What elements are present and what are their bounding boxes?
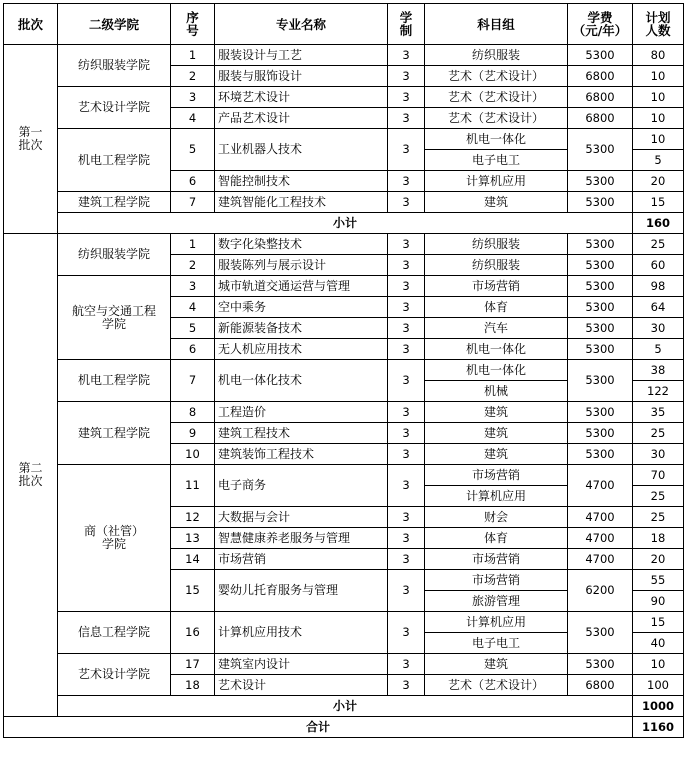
major-years: 3 xyxy=(388,402,425,423)
plan-count: 25 xyxy=(633,234,684,255)
major-name: 工程造价 xyxy=(215,402,388,423)
tuition-fee: 5300 xyxy=(568,45,633,66)
major-no: 10 xyxy=(171,444,215,465)
header-batch: 批次 xyxy=(4,4,58,45)
batch-name: 第一 批次 xyxy=(4,45,58,234)
major-years: 3 xyxy=(388,129,425,171)
plan-count: 38 xyxy=(633,360,684,381)
college-name: 纺织服装学院 xyxy=(58,234,171,276)
college-name: 艺术设计学院 xyxy=(58,654,171,696)
table-row xyxy=(4,276,684,297)
major-no: 6 xyxy=(171,171,215,192)
major-name: 城市轨道交通运营与管理 xyxy=(215,276,388,297)
major-years: 3 xyxy=(388,423,425,444)
plan-count: 80 xyxy=(633,45,684,66)
subject-group: 机电一体化 xyxy=(425,360,568,381)
major-name: 智慧健康养老服务与管理 xyxy=(215,528,388,549)
plan-count: 15 xyxy=(633,612,684,633)
major-no: 18 xyxy=(171,675,215,696)
major-years: 3 xyxy=(388,276,425,297)
plan-count: 64 xyxy=(633,297,684,318)
college-name: 建筑工程学院 xyxy=(58,192,171,213)
major-no: 2 xyxy=(171,66,215,87)
tuition-fee: 5300 xyxy=(568,297,633,318)
subject-group: 纺织服装 xyxy=(425,45,568,66)
major-years: 3 xyxy=(388,465,425,507)
major-no: 13 xyxy=(171,528,215,549)
major-years: 3 xyxy=(388,360,425,402)
major-years: 3 xyxy=(388,192,425,213)
subject-group: 机电一体化 xyxy=(425,339,568,360)
tuition-fee: 5300 xyxy=(568,234,633,255)
major-years: 3 xyxy=(388,66,425,87)
tuition-fee: 5300 xyxy=(568,276,633,297)
college-name: 信息工程学院 xyxy=(58,612,171,654)
batch-name: 第二 批次 xyxy=(4,234,58,717)
major-years: 3 xyxy=(388,654,425,675)
major-name: 建筑工程技术 xyxy=(215,423,388,444)
college-name: 机电工程学院 xyxy=(58,129,171,192)
major-no: 3 xyxy=(171,87,215,108)
table-row xyxy=(4,45,684,66)
subtotal-value: 160 xyxy=(633,213,684,234)
major-no: 8 xyxy=(171,402,215,423)
subject-group: 电子电工 xyxy=(425,633,568,654)
major-no: 1 xyxy=(171,45,215,66)
subject-group: 市场营销 xyxy=(425,570,568,591)
major-no: 14 xyxy=(171,549,215,570)
total-label: 合计 xyxy=(4,717,633,738)
table-row xyxy=(4,234,684,255)
plan-count: 18 xyxy=(633,528,684,549)
plan-count: 30 xyxy=(633,318,684,339)
subject-group: 电子电工 xyxy=(425,150,568,171)
subject-group: 艺术（艺术设计） xyxy=(425,108,568,129)
plan-count: 30 xyxy=(633,444,684,465)
subject-group: 市场营销 xyxy=(425,465,568,486)
major-no: 11 xyxy=(171,465,215,507)
tuition-fee: 4700 xyxy=(568,507,633,528)
major-years: 3 xyxy=(388,318,425,339)
plan-count: 60 xyxy=(633,255,684,276)
major-name: 机电一体化技术 xyxy=(215,360,388,402)
plan-count: 100 xyxy=(633,675,684,696)
subject-group: 体育 xyxy=(425,528,568,549)
major-no: 7 xyxy=(171,360,215,402)
tuition-fee: 5300 xyxy=(568,402,633,423)
admission-plan-table xyxy=(3,3,684,738)
subject-group: 计算机应用 xyxy=(425,171,568,192)
subject-group: 艺术（艺术设计） xyxy=(425,66,568,87)
subject-group: 计算机应用 xyxy=(425,486,568,507)
header-plan: 计划 人数 xyxy=(633,4,684,45)
subject-group: 纺织服装 xyxy=(425,234,568,255)
header-fee: 学费 （元/年） xyxy=(568,4,633,45)
college-name: 商（社管） 学院 xyxy=(58,465,171,612)
subject-group: 体育 xyxy=(425,297,568,318)
tuition-fee: 5300 xyxy=(568,192,633,213)
subject-group: 市场营销 xyxy=(425,276,568,297)
major-name: 数字化染整技术 xyxy=(215,234,388,255)
subject-group: 机械 xyxy=(425,381,568,402)
major-no: 12 xyxy=(171,507,215,528)
plan-count: 5 xyxy=(633,339,684,360)
major-years: 3 xyxy=(388,675,425,696)
major-name: 计算机应用技术 xyxy=(215,612,388,654)
tuition-fee: 5300 xyxy=(568,129,633,171)
college-name: 纺织服装学院 xyxy=(58,45,171,87)
tuition-fee: 6800 xyxy=(568,66,633,87)
header-college: 二级学院 xyxy=(58,4,171,45)
tuition-fee: 5300 xyxy=(568,171,633,192)
subject-group: 艺术（艺术设计） xyxy=(425,675,568,696)
major-name: 市场营销 xyxy=(215,549,388,570)
table-row xyxy=(4,87,684,108)
major-years: 3 xyxy=(388,255,425,276)
subject-group: 建筑 xyxy=(425,192,568,213)
subject-group: 财会 xyxy=(425,507,568,528)
plan-count: 10 xyxy=(633,66,684,87)
plan-count: 20 xyxy=(633,549,684,570)
major-name: 电子商务 xyxy=(215,465,388,507)
tuition-fee: 6800 xyxy=(568,675,633,696)
major-years: 3 xyxy=(388,297,425,318)
tuition-fee: 5300 xyxy=(568,360,633,402)
major-name: 智能控制技术 xyxy=(215,171,388,192)
plan-count: 10 xyxy=(633,108,684,129)
header-row xyxy=(4,4,684,45)
subject-group: 建筑 xyxy=(425,654,568,675)
major-years: 3 xyxy=(388,570,425,612)
plan-count: 90 xyxy=(633,591,684,612)
plan-count: 98 xyxy=(633,276,684,297)
major-no: 5 xyxy=(171,129,215,171)
subject-group: 纺织服装 xyxy=(425,255,568,276)
major-years: 3 xyxy=(388,528,425,549)
header-no: 序 号 xyxy=(171,4,215,45)
subtotal-label: 小计 xyxy=(58,213,633,234)
college-name: 建筑工程学院 xyxy=(58,402,171,465)
plan-count: 5 xyxy=(633,150,684,171)
plan-count: 40 xyxy=(633,633,684,654)
tuition-fee: 4700 xyxy=(568,465,633,507)
major-name: 建筑装饰工程技术 xyxy=(215,444,388,465)
subject-group: 建筑 xyxy=(425,423,568,444)
plan-count: 20 xyxy=(633,171,684,192)
tuition-fee: 5300 xyxy=(568,612,633,654)
major-no: 5 xyxy=(171,318,215,339)
major-name: 建筑智能化工程技术 xyxy=(215,192,388,213)
plan-count: 25 xyxy=(633,423,684,444)
tuition-fee: 5300 xyxy=(568,444,633,465)
major-no: 6 xyxy=(171,339,215,360)
total-value: 1160 xyxy=(633,717,684,738)
table-row xyxy=(4,612,684,633)
subject-group: 旅游管理 xyxy=(425,591,568,612)
major-no: 15 xyxy=(171,570,215,612)
major-no: 1 xyxy=(171,234,215,255)
subtotal-label: 小计 xyxy=(58,696,633,717)
major-name: 无人机应用技术 xyxy=(215,339,388,360)
plan-count: 10 xyxy=(633,129,684,150)
major-name: 产品艺术设计 xyxy=(215,108,388,129)
plan-count: 25 xyxy=(633,507,684,528)
subject-group: 计算机应用 xyxy=(425,612,568,633)
major-years: 3 xyxy=(388,444,425,465)
subject-group: 机电一体化 xyxy=(425,129,568,150)
major-years: 3 xyxy=(388,339,425,360)
subject-group: 艺术（艺术设计） xyxy=(425,87,568,108)
plan-count: 15 xyxy=(633,192,684,213)
tuition-fee: 6200 xyxy=(568,570,633,612)
subject-group: 汽车 xyxy=(425,318,568,339)
major-name: 新能源装备技术 xyxy=(215,318,388,339)
college-name: 航空与交通工程 学院 xyxy=(58,276,171,360)
major-years: 3 xyxy=(388,87,425,108)
major-name: 婴幼儿托育服务与管理 xyxy=(215,570,388,612)
major-no: 4 xyxy=(171,297,215,318)
major-no: 17 xyxy=(171,654,215,675)
tuition-fee: 5300 xyxy=(568,654,633,675)
major-no: 2 xyxy=(171,255,215,276)
plan-count: 10 xyxy=(633,87,684,108)
major-name: 服装与服饰设计 xyxy=(215,66,388,87)
major-name: 服装设计与工艺 xyxy=(215,45,388,66)
tuition-fee: 5300 xyxy=(568,255,633,276)
tuition-fee: 5300 xyxy=(568,318,633,339)
header-major: 专业名称 xyxy=(215,4,388,45)
major-name: 服装陈列与展示设计 xyxy=(215,255,388,276)
tuition-fee: 4700 xyxy=(568,528,633,549)
major-name: 环境艺术设计 xyxy=(215,87,388,108)
plan-count: 25 xyxy=(633,486,684,507)
subtotal-row xyxy=(4,696,684,717)
table-row xyxy=(4,654,684,675)
plan-count: 122 xyxy=(633,381,684,402)
subject-group: 市场营销 xyxy=(425,549,568,570)
table-row xyxy=(4,465,684,486)
major-years: 3 xyxy=(388,171,425,192)
total-row xyxy=(4,717,684,738)
plan-count: 70 xyxy=(633,465,684,486)
major-years: 3 xyxy=(388,612,425,654)
plan-count: 55 xyxy=(633,570,684,591)
major-no: 16 xyxy=(171,612,215,654)
table-row xyxy=(4,129,684,150)
header-years: 学 制 xyxy=(388,4,425,45)
major-years: 3 xyxy=(388,45,425,66)
subject-group: 建筑 xyxy=(425,444,568,465)
subject-group: 建筑 xyxy=(425,402,568,423)
college-name: 机电工程学院 xyxy=(58,360,171,402)
tuition-fee: 5300 xyxy=(568,339,633,360)
major-years: 3 xyxy=(388,234,425,255)
major-no: 3 xyxy=(171,276,215,297)
major-years: 3 xyxy=(388,108,425,129)
major-name: 大数据与会计 xyxy=(215,507,388,528)
header-subject-group: 科目组 xyxy=(425,4,568,45)
major-no: 9 xyxy=(171,423,215,444)
table-row xyxy=(4,402,684,423)
table-row xyxy=(4,360,684,381)
tuition-fee: 4700 xyxy=(568,549,633,570)
major-no: 4 xyxy=(171,108,215,129)
subtotal-row xyxy=(4,213,684,234)
plan-count: 35 xyxy=(633,402,684,423)
major-years: 3 xyxy=(388,507,425,528)
tuition-fee: 6800 xyxy=(568,108,633,129)
table-row xyxy=(4,192,684,213)
tuition-fee: 5300 xyxy=(568,423,633,444)
major-years: 3 xyxy=(388,549,425,570)
major-no: 7 xyxy=(171,192,215,213)
plan-count: 10 xyxy=(633,654,684,675)
tuition-fee: 6800 xyxy=(568,87,633,108)
major-name: 建筑室内设计 xyxy=(215,654,388,675)
subtotal-value: 1000 xyxy=(633,696,684,717)
college-name: 艺术设计学院 xyxy=(58,87,171,129)
major-name: 工业机器人技术 xyxy=(215,129,388,171)
major-name: 艺术设计 xyxy=(215,675,388,696)
major-name: 空中乘务 xyxy=(215,297,388,318)
